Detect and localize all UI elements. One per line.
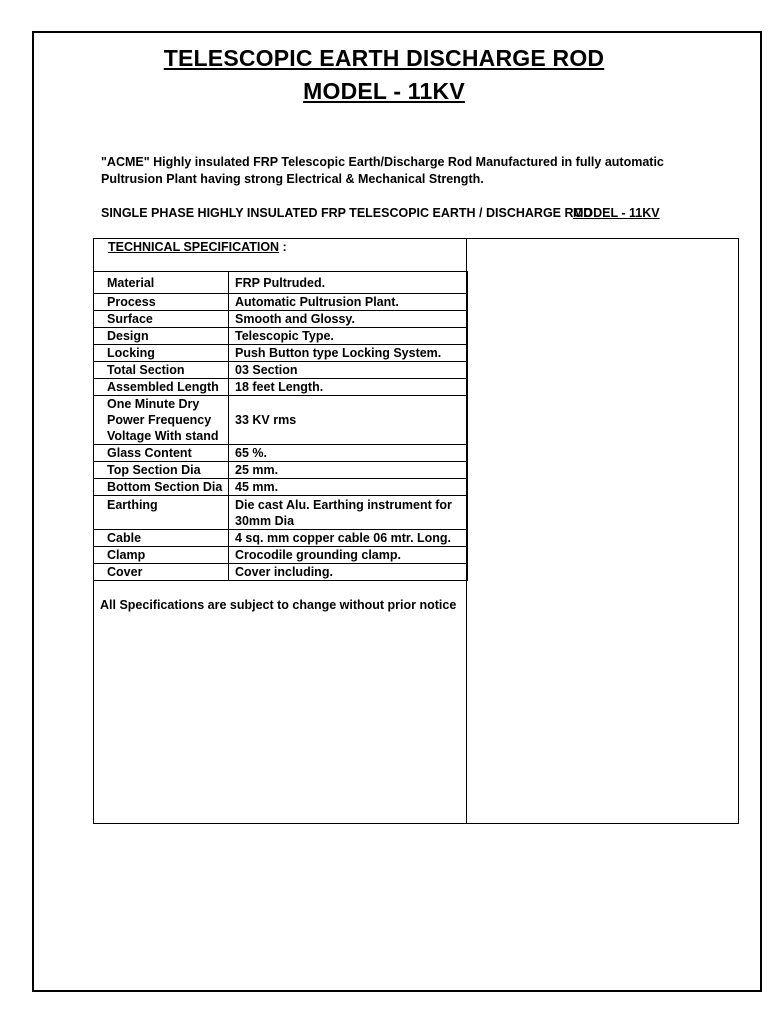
table-row [94,564,468,581]
intro-paragraph: "ACME" Highly insulated FRP Telescopic Earth/Discharge Rod Manufactured in fully automatic Pultrusion Plant having strong Electrical & Mechanical Strength. [101,155,664,186]
spec-value: 25 mm. [229,462,468,479]
table-row [94,328,468,345]
table-row [94,294,468,311]
table-row [94,396,468,445]
spec-label: Surface [94,311,229,328]
model-label: MODEL - 11KV [573,206,660,220]
spec-value: 33 KV rms [229,396,468,445]
spec-label: Total Section [94,362,229,379]
table-row [94,272,468,294]
spec-value: 18 feet Length. [229,379,468,396]
spec-value: Telescopic Type. [229,328,468,345]
table-row [94,479,468,496]
notice-text: All Specifications are subject to change without prior notice [100,598,457,612]
spec-label: Assembled Length [94,379,229,396]
spec-label: Locking [94,345,229,362]
spec-label: Cover [94,564,229,581]
spec-label: Bottom Section Dia [94,479,229,496]
spec-value: 4 sq. mm copper cable 06 mtr. Long. [229,530,468,547]
spec-value: Smooth and Glossy. [229,311,468,328]
spec-value: 03 Section [229,362,468,379]
table-row [94,445,468,462]
spec-label-line: One Minute Dry [107,397,200,411]
spec-value: Crocodile grounding clamp. [229,547,468,564]
table-row [94,379,468,396]
table-row [94,362,468,379]
spec-value [229,496,468,530]
table-row [94,496,468,530]
spec-value-line: 30mm Dia [235,513,295,528]
spec-header [108,240,287,254]
table-row [94,311,468,328]
spec-value: Cover including. [229,564,468,581]
spec-label [94,396,229,445]
spec-label: Process [94,294,229,311]
spec-label: Material [94,272,229,294]
spec-label: Design [94,328,229,345]
table-row [94,547,468,564]
spec-value: 65 %. [229,445,468,462]
spec-label: Clamp [94,547,229,564]
document-title: TELESCOPIC EARTH DISCHARGE ROD [163,45,605,71]
spec-label-line: Voltage With stand [107,429,219,443]
spec-label-line: Power Frequency [107,413,212,427]
spec-header-text: TECHNICAL SPECIFICATION [108,240,280,254]
spec-label: Cable [94,530,229,547]
spec-header-colon: : [279,240,287,254]
spec-value: FRP Pultruded. [229,272,468,294]
document-model-title: MODEL - 11KV [303,78,465,104]
spec-value: Automatic Pultrusion Plant. [229,294,468,311]
spec-value: 45 mm. [229,479,468,496]
table-row [94,345,468,362]
spec-table [93,271,468,581]
product-subtitle: SINGLE PHASE HIGHLY INSULATED FRP TELESCOPIC EARTH / DISCHARGE ROD [101,206,593,220]
spec-label: Glass Content [94,445,229,462]
spec-label: Top Section Dia [94,462,229,479]
spec-label: Earthing [94,496,229,530]
spec-value: Push Button type Locking System. [229,345,468,362]
table-row [94,462,468,479]
spec-value-line: Die cast Alu. Earthing instrument for [235,497,452,512]
table-row [94,530,468,547]
